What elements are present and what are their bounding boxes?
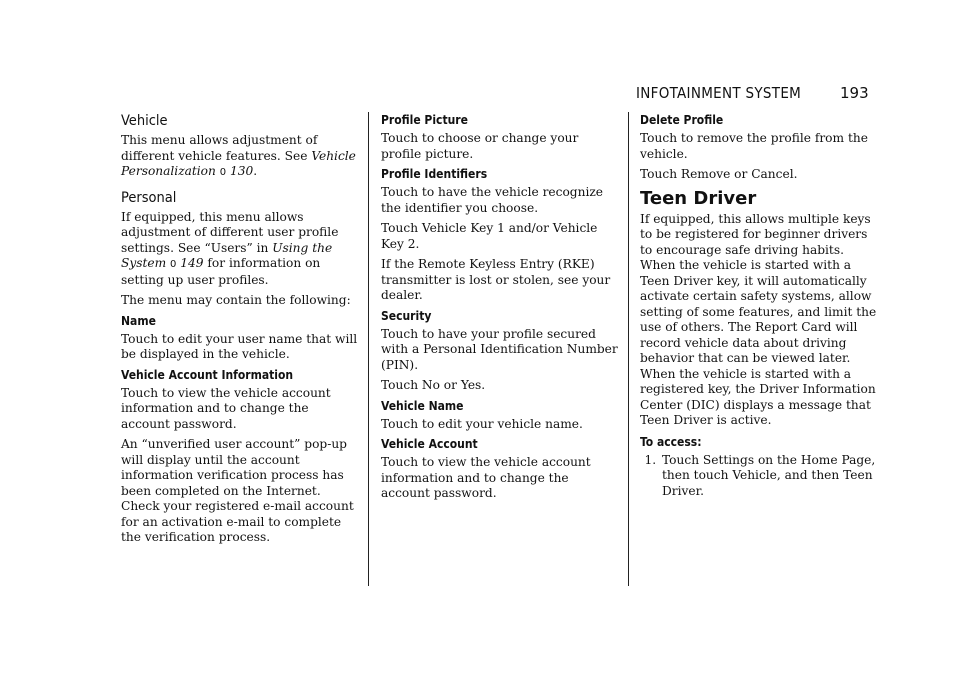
- vehicle-text: This menu allows adjustment of different vehicle features. See Vehicle Personalization 0 130.: [121, 133, 356, 178]
- profile-identifiers-text: Touch to have the vehicle recognize the identifier you choose.: [381, 185, 603, 215]
- menu-intro: The menu may contain the following:: [121, 293, 351, 307]
- security-text: Touch to have your profile secured with a Personal Identification Number (PIN).: [381, 326, 618, 372]
- delete-profile-heading: Delete Profile: [640, 113, 724, 127]
- vehicle-personalization-link[interactable]: Vehicle Personalization: [121, 148, 356, 178]
- profile-picture-text: Touch to choose or change your profile picture.: [381, 131, 579, 161]
- to-access-heading: To access:: [640, 434, 702, 449]
- personal-heading: Personal: [121, 189, 177, 206]
- personal-text: If equipped, this menu allows adjustment of different user profile settings. See “Users” in Using the System 0 149 for information on setting up user profiles.: [121, 209, 339, 287]
- page-number: 193: [840, 84, 869, 102]
- page-header: [0, 84, 960, 106]
- section-title: INFOTAINMENT SYSTEM: [636, 84, 802, 102]
- column-3: [640, 113, 878, 499]
- delete-profile-text: Touch to remove the profile from the vehicle.: [640, 131, 868, 161]
- profile-identifiers-heading: Profile Identifiers: [381, 167, 488, 181]
- profile-picture-heading: Profile Picture: [381, 113, 468, 127]
- account-info-heading: Vehicle Account Information: [121, 367, 294, 382]
- vehicle-name-text: Touch to edit your vehicle name.: [381, 416, 583, 431]
- vehicle-name-heading: Vehicle Name: [381, 398, 464, 413]
- no-yes-text: Touch No or Yes.: [381, 378, 486, 392]
- remove-cancel-text: Touch Remove or Cancel.: [640, 167, 798, 181]
- column-1: [121, 113, 359, 551]
- vehicle-account-heading: Vehicle Account: [381, 437, 478, 451]
- rke-text: If the Remote Keyless Entry (RKE) transmitter is lost or stolen, see your dealer.: [381, 257, 611, 302]
- name-heading: Name: [121, 313, 156, 328]
- page-ref-icon: 0: [219, 167, 227, 178]
- account-info-text: Touch to view the vehicle account information and to change the account password.: [121, 385, 331, 431]
- vehicle-account-text: Touch to view the vehicle account information and to change the account password.: [381, 455, 591, 500]
- using-the-system-link[interactable]: Using the System: [121, 240, 333, 270]
- page-ref-icon: 0: [170, 259, 177, 270]
- security-heading: Security: [381, 308, 432, 323]
- column-divider: [368, 112, 369, 586]
- teen-driver-text: If equipped, this allows multiple keys to be registered for beginner drivers to encourage safe driving habits. When the vehicle is started with a Teen Driver key, it will automatically activate certain safety systems, allow setting of some features, and limit the use of others. The Report Card will record vehicle data about driving behavior that can be viewed later. When the vehicle is started with a registered key, the Driver Information Center (DIC) displays a message that Teen Driver is active.: [640, 211, 877, 427]
- vehicle-key-text: Touch Vehicle Key 1 and/or Vehicle Key 2.: [381, 221, 598, 251]
- page-ref[interactable]: 149: [180, 256, 204, 270]
- name-text: Touch to edit your user name that will be displayed in the vehicle.: [121, 331, 358, 361]
- vehicle-heading: Vehicle: [121, 113, 168, 129]
- column-divider: [628, 112, 629, 586]
- unverified-text: An “unverified user account” pop-up will display until the account information verification process has been completed on the Internet. Check your registered e-mail account for an activation e-mail to complete the verification process.: [121, 437, 354, 544]
- page-ref[interactable]: 130: [230, 164, 254, 178]
- column-2: [381, 113, 619, 507]
- teen-driver-heading: Teen Driver: [640, 187, 757, 209]
- access-steps: [640, 453, 878, 500]
- list-item: 1. Touch Settings on the Home Page, then touch Vehicle, and then Teen Driver.: [660, 453, 878, 500]
